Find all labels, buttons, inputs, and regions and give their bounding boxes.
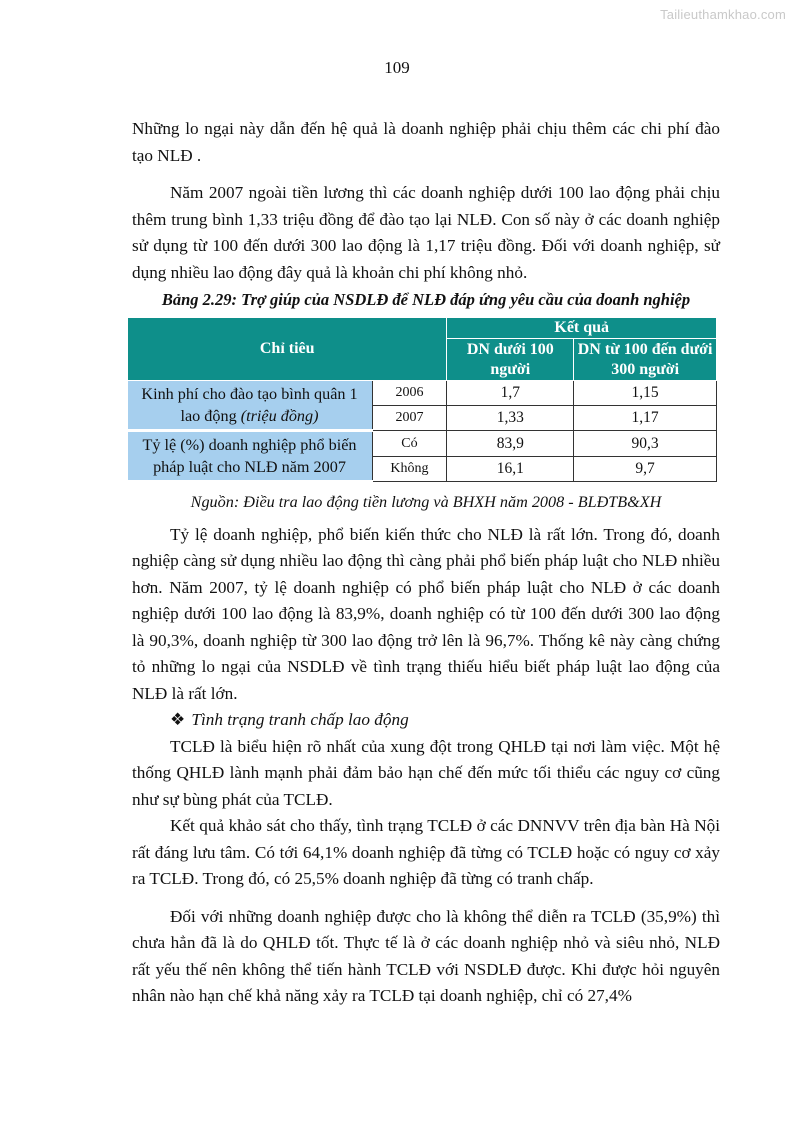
paragraph: Kết quả khảo sát cho thấy, tình trạng TCLĐ ở các DNNVV trên địa bàn Hà Nội rất đáng lưu tâm. Có tới 64,1% doanh nghiệp đã từng có TCLĐ hoặc có nguy cơ xảy ra TCLĐ. Trong đó, có 25,5% doanh nghiệp đã từng có tranh chấp. <box>132 816 720 888</box>
watermark: Tailieuthamkhao.com <box>660 7 786 22</box>
paragraph: Những lo ngại này dẫn đến hệ quả là doanh nghiệp phải chịu thêm các chi phí đào tạo NLĐ . <box>132 119 720 165</box>
section-heading: ❖ Tình trạng tranh chấp lao động <box>170 710 409 729</box>
table-cell: 1,7 <box>447 381 574 406</box>
row-sub-label: Có <box>372 431 447 457</box>
table-row <box>128 431 717 457</box>
row-label-law-dissemination: Tỷ lệ (%) doanh nghiệp phổ biến pháp luật cho NLĐ năm 2007 <box>128 431 373 482</box>
table-cell: 1,33 <box>447 406 574 431</box>
row-sub-label: 2007 <box>372 406 447 431</box>
header-result: Kết quả <box>447 318 717 339</box>
page-content <box>132 116 720 1010</box>
table-row <box>128 381 717 406</box>
table-cell: 16,1 <box>447 457 574 482</box>
data-table <box>127 317 717 483</box>
table-cell: 9,7 <box>574 457 717 482</box>
table-cell: 83,9 <box>447 431 574 457</box>
table-caption: Bảng 2.29: Trợ giúp của NSDLĐ để NLĐ đáp ứng yêu cầu của doanh nghiệp <box>161 290 691 309</box>
row-sub-label: 2006 <box>372 381 447 406</box>
table-cell: 1,17 <box>574 406 717 431</box>
paragraph: TCLĐ là biểu hiện rõ nhất của xung đột trong QHLĐ tại nơi làm việc. Một hệ thống QHLĐ lành mạnh phải đảm bảo hạn chế đến mức tối thiểu các nguy cơ cũng như sự bùng phát của TCLĐ. <box>132 736 720 809</box>
header-indicator: Chỉ tiêu <box>128 318 447 381</box>
diamond-bullet-icon: ❖ <box>170 710 186 729</box>
paragraph: Đối với những doanh nghiệp được cho là không thể diễn ra TCLĐ (35,9%) thì chưa hẳn đã là do QHLĐ tốt. Thực tế là ở các doanh nghiệp nhỏ và siêu nhỏ, NLĐ rất yếu thế nên không thể tiến hành TCLĐ với NSDLĐ được. Khi được hỏi nguyên nhân nào hạn chế khả năng xảy ra TCLĐ tại doanh nghiệp, chỉ có 27,4% <box>132 906 720 1005</box>
table-source: Nguồn: Điều tra lao động tiền lương và BHXH năm 2008 - BLĐTB&XH <box>190 493 662 511</box>
page-number: 109 <box>384 58 410 77</box>
row-label-training-cost: Kinh phí cho đào tạo bình quân 1 lao động (triệu đồng) <box>128 381 373 431</box>
table-cell: 1,15 <box>574 381 717 406</box>
row-sub-label: Không <box>372 457 447 482</box>
paragraph: Tỷ lệ doanh nghiệp, phổ biến kiến thức cho NLĐ là rất lớn. Trong đó, doanh nghiệp càng sử dụng nhiều lao động thì càng phải phổ biến pháp luật cho NLĐ nhiều hơn. Năm 2007, tỷ lệ doanh nghiệp có phổ biến pháp luật cho NLĐ ở các doanh nghiệp dưới 100 lao động là 83,9%, doanh nghiệp có từ 100 đến dưới 300 lao động là 90,3%, doanh nghiệp từ 300 lao động trở lên là 96,7%. Thống kê này càng chứng tỏ những lo ngại của NSDLĐ về tình trạng thiếu hiểu biết pháp luật lao động của NLĐ là rất lớn. <box>132 524 720 703</box>
header-col-under-100: DN dưới 100 người <box>447 339 574 381</box>
table-cell: 90,3 <box>574 431 717 457</box>
paragraph: Năm 2007 ngoài tiền lương thì các doanh nghiệp dưới 100 lao động phải chịu thêm trung bình 1,33 triệu đồng để đào tạo lại NLĐ. Con số này ở các doanh nghiệp sử dụng từ 100 đến dưới 300 lao động là 1,17 triệu đồng. Đối với doanh nghiệp, sử dụng nhiều lao động đây quả là khoản chi phí không nhỏ. <box>132 183 720 282</box>
header-col-100-300: DN từ 100 đến dưới 300 người <box>574 339 717 381</box>
